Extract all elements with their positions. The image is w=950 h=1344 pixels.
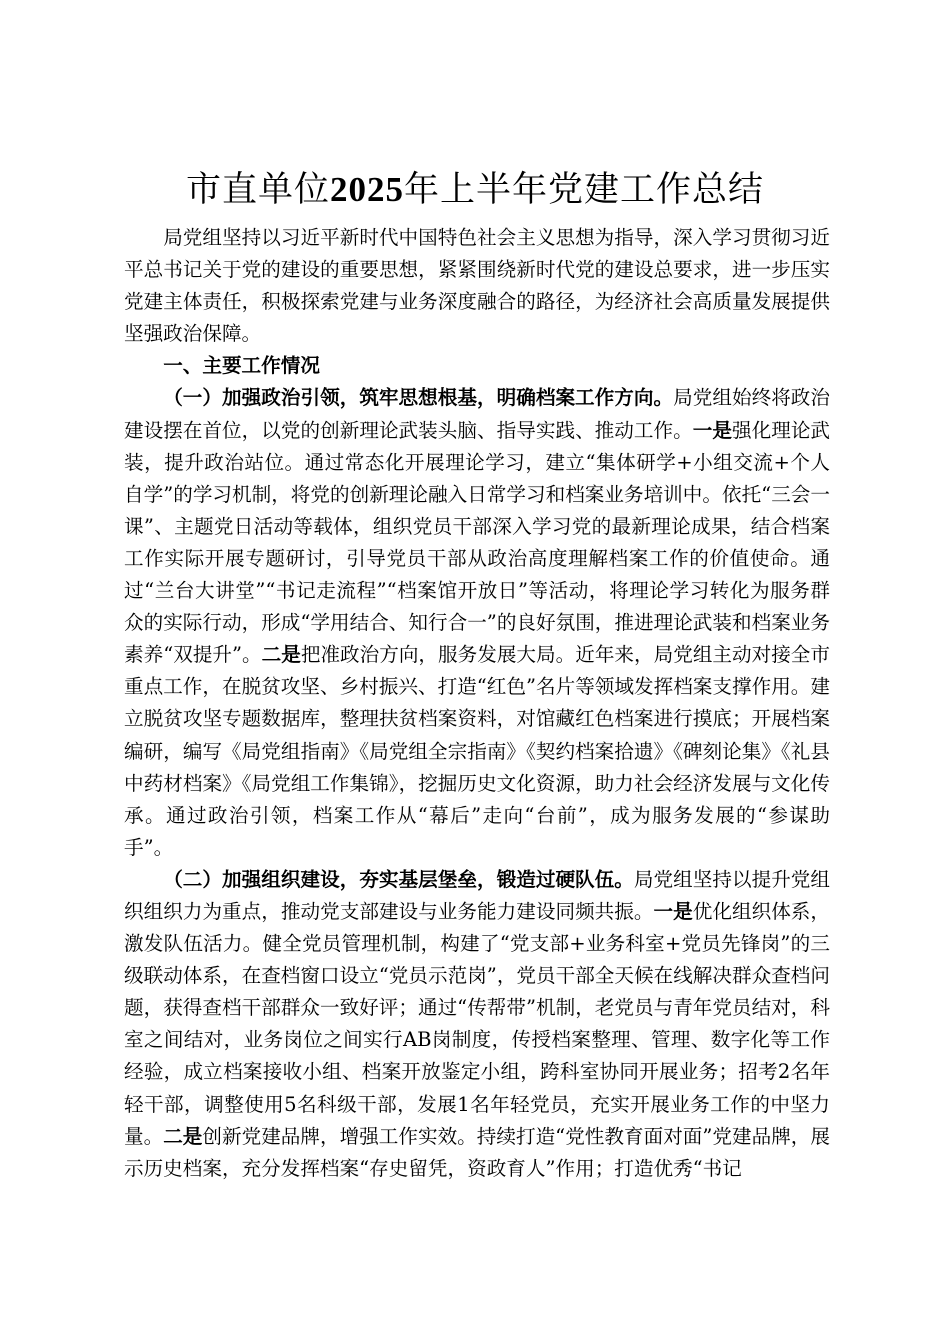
part1-paragraph: [124, 382, 830, 863]
part2-text-1: 优化组织体系，激发队伍活力。健全党员管理机制，构建了“党支部+业务科室+党员先锋岗”的三级联动体系，在查档窗口设立“党员示范岗”，党员干部全天候在线解决群众查档问题，获得查档干部群众一致好评；通过“传帮带”机制，老党员与青年党员结对，科室之间结对，业务岗位之间实行AB岗制度，传授档案整理、管理、数字化等工作经验，成立档案接收小组、档案开放鉴定小组，跨科室协同开展业务；招考2名年轻干部，调整使用5名科级干部，发展1名年轻党员，充实开展业务工作的中坚力量。: [124, 899, 831, 1148]
part2-paragraph: [124, 864, 830, 1185]
title-prefix: 市直单位: [185, 170, 330, 210]
part1-lead: 局党组始终将政治建设摆在首位，以党的创新理论武装头脑、指导实践、推动工作。: [124, 386, 831, 442]
part2-lead: 局党组坚持以提升党组织组织力为重点，推动党支部建设与业务能力建设同频共振。: [124, 867, 831, 923]
part2-marker-2: 二是: [163, 1124, 203, 1148]
part1-heading: （一）加强政治引领，筑牢思想根基，明确档案工作方向。: [163, 386, 674, 410]
document-body: [124, 222, 830, 1185]
part1-text-1: 强化理论武装，提升政治站位。通过常态化开展理论学习，建立“集体研学+小组交流+个人自学”的学习机制，将党的创新理论融入日常学习和档案业务培训中。依托“三会一课”、主题党日活动等载体，组织党员干部深入学习党的最新理论成果，结合档案工作实际开展专题研讨，引导党员干部从政治高度理解档案工作的价值使命。通过“兰台大讲堂”“书记走流程”“档案馆开放日”等活动，将理论学习转化为服务群众的实际行动，形成“学用结合、知行合一”的良好氛围，推进理论武装和档案业务素养“双提升”。: [124, 418, 831, 667]
title-suffix: 年上半年党建工作总结: [404, 170, 765, 210]
part1-marker-2: 二是: [261, 643, 301, 667]
part2-text-2: 创新党建品牌，增强工作实效。持续打造“党性教育面对面”党建品牌，展示历史档案，充分发挥档案“存史留凭，资政育人”作用；打造优秀“书记: [124, 1124, 830, 1180]
section-heading: 一、主要工作情况: [163, 354, 320, 378]
intro-paragraph: 局党组坚持以习近平新时代中国特色社会主义思想为指导，深入学习贯彻习近平总书记关于党的建设的重要思想，紧紧围绕新时代党的建设总要求，进一步压实党建主体责任，积极探索党建与业务深度融合的路径，为经济社会高质量发展提供坚强政治保障。: [124, 226, 830, 346]
part2-heading: （二）加强组织建设，夯实基层堡垒，锻造过硬队伍。: [163, 867, 634, 891]
title-year: 2025: [330, 170, 404, 209]
part1-marker-1: 一是: [692, 418, 732, 442]
part1-text-2: 把准政治方向，服务发展大局。近年来，局党组主动对接全市重点工作，在脱贫攻坚、乡村振兴、打造“红色”名片等领域发挥档案支撑作用。建立脱贫攻坚专题数据库，整理扶贫档案资料，对馆藏红色档案进行摸底；开展档案编研，编写《局党组指南》《局党组全宗指南》《契约档案拾遗》《碑刻论集》《礼县中药材档案》《局党组工作集锦》，挖掘历史文化资源，助力社会经济发展与文化传承。通过政治引领，档案工作从“幕后”走向“台前”，成为服务发展的“参谋助手”。: [124, 643, 830, 859]
part2-marker-1: 一是: [653, 899, 693, 923]
document-title: [0, 168, 950, 212]
